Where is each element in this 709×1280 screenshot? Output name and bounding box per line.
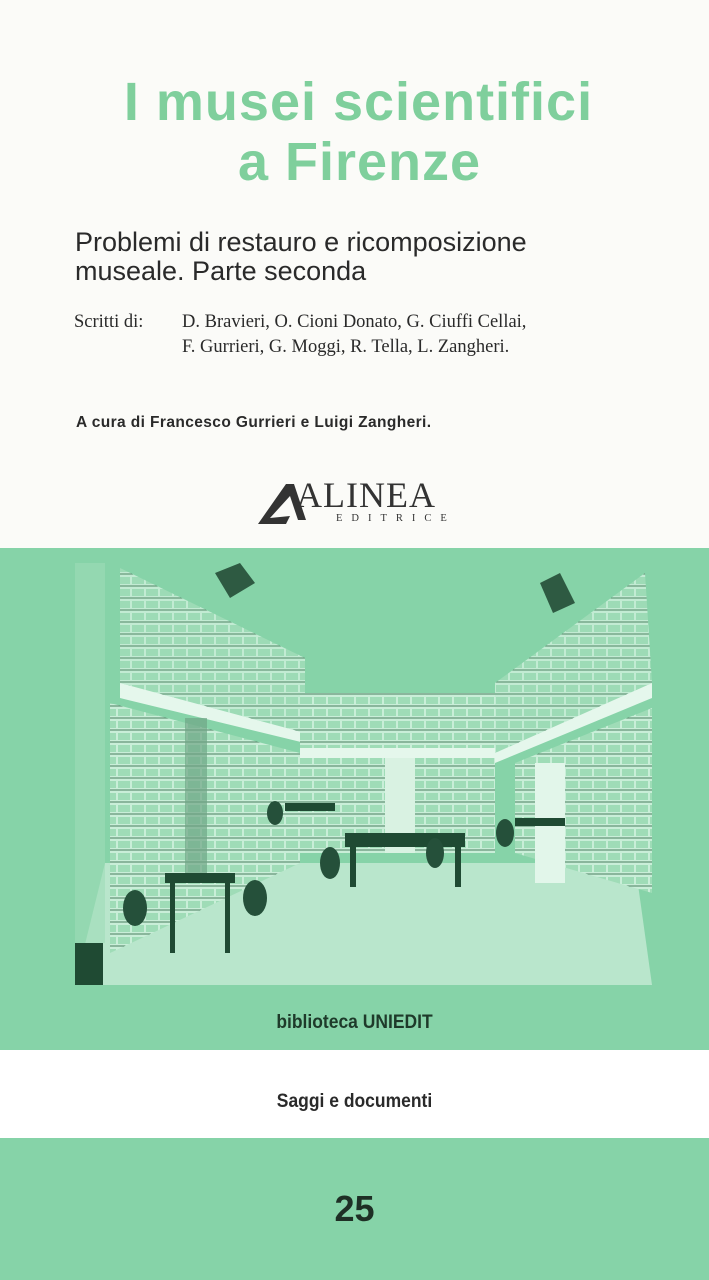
publisher-logo: [256, 475, 486, 534]
subtitle-line-1: Problemi di restauro e ricomposizione: [75, 227, 527, 257]
subtitle-line-2: museale. Parte seconda: [75, 256, 367, 286]
publisher-name: ALINEA: [296, 475, 436, 515]
title-line-1: I musei scientifici: [123, 72, 594, 132]
publisher-subtitle: EDITRICE: [336, 513, 456, 524]
volume-number: 25: [334, 1188, 375, 1229]
title-line-2: a Firenze: [237, 132, 482, 192]
curators-line: A cura di Francesco Gurrieri e Luigi Zangheri.: [76, 414, 432, 431]
authors-line-1: D. Bravieri, O. Cioni Donato, G. Ciuffi Cellai,: [182, 312, 527, 332]
authors-block: [74, 310, 674, 360]
authors-label: Scritti di:: [74, 312, 144, 332]
series-name: biblioteca UNIEDIT: [276, 1012, 433, 1033]
authors-line-2: F. Gurrieri, G. Moggi, R. Tella, L. Zangheri.: [182, 337, 510, 357]
library-engraving: [75, 563, 652, 985]
book-title: [0, 72, 709, 192]
library-illustration-icon: [75, 563, 652, 985]
book-subtitle: [75, 228, 675, 286]
subseries-name: Saggi e documenti: [276, 1091, 433, 1112]
